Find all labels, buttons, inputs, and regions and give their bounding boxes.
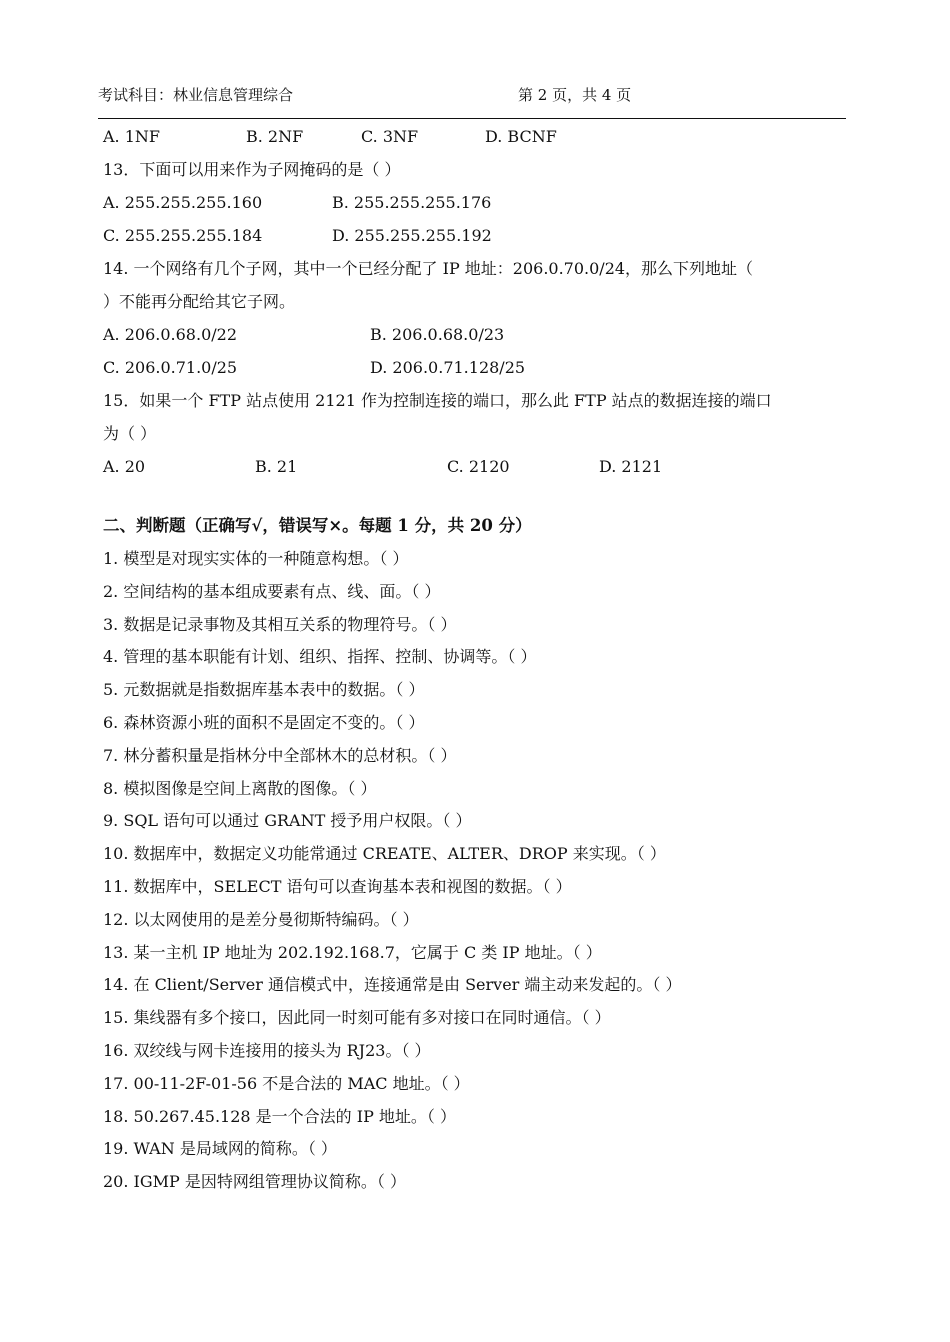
tf-question-8: 8. 模拟图像是空间上离散的图像。（ ） bbox=[103, 778, 377, 798]
tf-question-9: 9. SQL 语句可以通过 GRANT 授予用户权限。（ ） bbox=[103, 811, 472, 831]
q14-options-row1 bbox=[103, 318, 848, 351]
q13-options-row2 bbox=[103, 219, 848, 252]
q12-options bbox=[103, 120, 848, 153]
tf-question-18: 18. 50.267.45.128 是一个合法的 IP 地址。（ ） bbox=[103, 1106, 457, 1126]
tf-question-15: 15. 集线器有多个接口，因此同一时刻可能有多对接口在同时通信。（ ） bbox=[103, 1008, 611, 1028]
q15-options bbox=[103, 450, 848, 483]
section-2-title: 二、判断题（正确写√，错误写×。每题 1 分，共 20 分） bbox=[103, 516, 532, 535]
q13-text: 13．下面可以用来作为子网掩码的是（ ） bbox=[103, 160, 401, 179]
tf-question-11: 11. 数据库中，SELECT 语句可以查询基本表和视图的数据。（ ） bbox=[103, 876, 572, 896]
page-number: 第 2 页，共 4 页 bbox=[518, 86, 632, 104]
tf-question-2: 2. 空间结构的基本组成要素有点、线、面。（ ） bbox=[103, 581, 441, 601]
q13-option-d: D. 255.255.255.192 bbox=[332, 226, 492, 245]
q14-options-row2 bbox=[103, 351, 848, 384]
page-header bbox=[98, 84, 846, 108]
q14-question-line2 bbox=[103, 285, 848, 318]
q15-option-d: D. 2121 bbox=[599, 457, 663, 476]
q15-option-b: B. 21 bbox=[255, 457, 298, 476]
q13-option-c: C. 255.255.255.184 bbox=[103, 226, 263, 245]
tf-question-7: 7. 林分蓄积量是指林分中全部林木的总材积。（ ） bbox=[103, 745, 457, 765]
true-false-list bbox=[103, 543, 848, 1199]
q12-option-c: C. 3NF bbox=[361, 127, 419, 146]
tf-question-19: 19. WAN 是局域网的简称。（ ） bbox=[103, 1139, 337, 1159]
q15-text-2: 为（ ） bbox=[103, 424, 157, 443]
q14-option-d: D. 206.0.71.128/25 bbox=[370, 358, 526, 377]
q14-option-b: B. 206.0.68.0/23 bbox=[370, 325, 505, 344]
q15-text-1: 15．如果一个 FTP 站点使用 2121 作为控制连接的端口，那么此 FTP 站点的数据连接的端口 bbox=[103, 391, 772, 410]
q15-question-line1 bbox=[103, 384, 848, 417]
q12-option-a: A. 1NF bbox=[103, 127, 161, 146]
tf-question-4: 4. 管理的基本职能有计划、组织、指挥、控制、协调等。（ ） bbox=[103, 647, 537, 667]
tf-question-1: 1. 模型是对现实实体的一种随意构想。（ ） bbox=[103, 549, 409, 568]
q14-option-c: C. 206.0.71.0/25 bbox=[103, 358, 238, 377]
tf-question-13: 13. 某一主机 IP 地址为 202.192.168.7，它属于 C 类 IP 地址。（ ） bbox=[103, 942, 602, 962]
q14-question-line1 bbox=[103, 252, 848, 285]
tf-question-12: 12. 以太网使用的是差分曼彻斯特编码。（ ） bbox=[103, 909, 419, 929]
header-divider bbox=[98, 118, 846, 119]
tf-question-10: 10. 数据库中，数据定义功能常通过 CREATE、ALTER、DROP 来实现。（ ） bbox=[103, 844, 666, 864]
section-gap bbox=[103, 483, 848, 509]
q14-text-1: 14. 一个网络有几个子网，其中一个已经分配了 IP 地址：206.0.70.0/24，那么下列地址（ bbox=[103, 259, 754, 278]
tf-question-20: 20. IGMP 是因特网组管理协议简称。（ ） bbox=[103, 1172, 406, 1192]
q15-option-c: C. 2120 bbox=[447, 457, 510, 476]
q14-text-2: ）不能再分配给其它子网。 bbox=[103, 292, 296, 311]
q13-option-a: A. 255.255.255.160 bbox=[103, 193, 263, 212]
tf-question-17: 17. 00-11-2F-01-56 不是合法的 MAC 地址。（ ） bbox=[103, 1073, 470, 1093]
tf-question-5: 5. 元数据就是指数据库基本表中的数据。（ ） bbox=[103, 680, 425, 700]
tf-question-3: 3. 数据是记录事物及其相互关系的物理符号。（ ） bbox=[103, 614, 457, 634]
q14-option-a: A. 206.0.68.0/22 bbox=[103, 325, 237, 344]
q15-question-line2 bbox=[103, 417, 848, 450]
q12-option-d: D. BCNF bbox=[485, 127, 557, 146]
q13-options-row1 bbox=[103, 186, 848, 219]
exam-subject: 考试科目：林业信息管理综合 bbox=[98, 86, 294, 104]
tf-question-16: 16. 双绞线与网卡连接用的接头为 RJ23。（ ） bbox=[103, 1040, 431, 1060]
q12-option-b: B. 2NF bbox=[246, 127, 304, 146]
q13-question bbox=[103, 153, 848, 186]
tf-question-14: 14. 在 Client/Server 通信模式中，连接通常是由 Server 端主动来发起的。（ ） bbox=[103, 975, 682, 995]
tf-question-6: 6. 森林资源小班的面积不是固定不变的。（ ） bbox=[103, 712, 425, 732]
q13-option-b: B. 255.255.255.176 bbox=[332, 193, 492, 212]
q15-option-a: A. 20 bbox=[103, 457, 146, 476]
exam-content bbox=[103, 120, 848, 1199]
